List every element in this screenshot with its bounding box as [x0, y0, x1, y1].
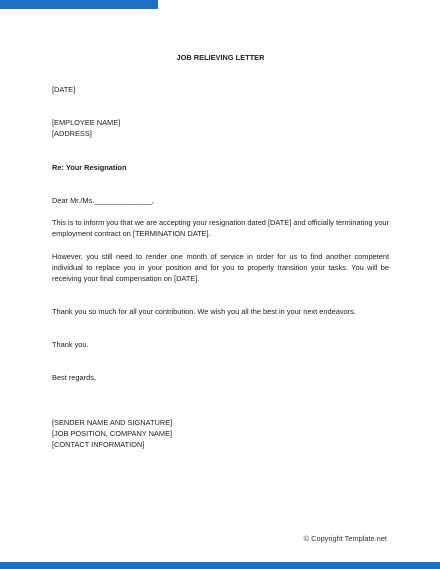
subject-text: Re: Your Resignation [52, 163, 127, 172]
top-accent-bar [0, 0, 158, 9]
paragraph-1: This is to inform you that we are accepting your resignation dated [DATE] and officially terminating your employment contract on [TERMINATION DATE]. [52, 218, 389, 238]
sender-name: [SENDER NAME AND SIGNATURE] [52, 418, 173, 427]
sender-position: [JOB POSITION, COMPANY NAME] [52, 429, 173, 438]
date-text: [DATE] [52, 85, 76, 94]
salutation-text: Dear Mr./Ms.______________, [52, 196, 154, 205]
signature-block [52, 417, 389, 450]
thank-you-line: Thank you. [52, 340, 89, 349]
recipient-block [52, 117, 389, 139]
letter-title: JOB RELIEVING LETTER [176, 53, 265, 62]
employee-name: [EMPLOYEE NAME] [52, 118, 121, 127]
bottom-accent-bar [0, 562, 440, 569]
sender-contact: [CONTACT INFORMATION] [52, 440, 145, 449]
employee-address: [ADDRESS] [52, 129, 92, 138]
copyright-footer: © Copyright Template.net [303, 534, 387, 543]
paragraph-2: However, you still need to render one month of service in order for us to find another competent individual to replace you in your position and for you to properly transition your tasks. You will be receiving your final compensation on [DATE]. [52, 252, 389, 283]
paragraph-3: Thank you so much for all your contribution. We wish you all the best in your next endeavors. [52, 307, 356, 316]
date-field [52, 84, 389, 95]
closing-line: Best regards, [52, 373, 96, 382]
salutation [52, 195, 389, 206]
subject-line [52, 162, 389, 173]
